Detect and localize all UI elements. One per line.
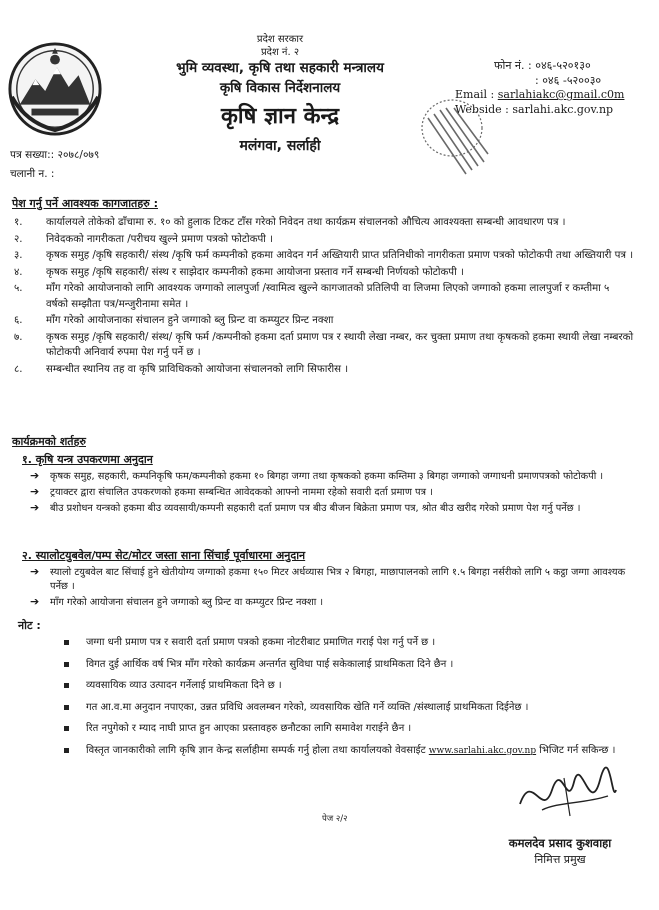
signature-icon: [512, 760, 622, 830]
email-link[interactable]: sarlahiakc@gmail.c0m: [497, 88, 625, 101]
header-ministry: भुमि व्यवस्था, कृषि तथा सहकारी मन्त्रालय: [176, 60, 384, 76]
list-item: ➔ कृषक समुह, सहकारी, कम्पनिकृषि फम/कम्पनीको हकमा १० बिगहा जग्गा तथा कृषकको हकमा कम्तिमा ३ बिगहा जग्गाको जग्गाधनी प्रमाणपत्रको फोटोकपी ।: [30, 469, 604, 482]
list-item: विगत दुई आर्थिक वर्ष भित्र माँग गरेको कार्यक्रम अन्तर्गत सुविधा पाई सकेकालाई प्राथमिकता दिने छैन ।: [64, 658, 634, 673]
email-label: Email :: [455, 88, 498, 101]
list-item: १. कार्यालयले तोकेको ढाँचामा रु. १० को हुलाक टिकट टाँस गरेको निवेदन तथा कार्यक्रम संचालनको औचित्य आवश्यक्ता सम्बन्धी आवधारण पत्र ।: [14, 217, 566, 228]
header-office: कृषि ज्ञान केन्द्र: [220, 104, 339, 129]
header-directorate: कृषि विकास निर्देशनालय: [219, 80, 341, 96]
signer-title: निमित्त प्रमुख: [534, 853, 586, 866]
nepal-emblem-icon: [6, 40, 104, 138]
list-item: ➔ स्यालो टयुबवेल बाट सिंचाई हुने खेतीयोग्य जग्गाको हकमा १५० मिटर अर्धव्यास भित्र २ बिगहा, माछापालनको लागि १.५ बिगहा नर्सरीको लागि ५ कट्ठा जग्गा आवश्यक पर्नेछ ।: [30, 565, 626, 592]
arrow-icon: ➔: [30, 595, 40, 608]
notes-heading: नोट :: [18, 619, 41, 632]
office-stamp-icon: [414, 88, 496, 188]
arrow-icon: ➔: [30, 469, 40, 482]
header-government: प्रदेश सरकार: [256, 34, 304, 45]
notes-list: [64, 636, 634, 765]
bullet-icon: [64, 662, 69, 667]
documents-heading: पेश गर्नु पर्ने आवश्यक कागजातहरु :: [12, 197, 158, 210]
section-2-list: [28, 566, 633, 612]
phone-2: : ०४६ -५२००३०: [535, 74, 602, 87]
section-2-title: २. स्यालोटयुबवेल/पम्प सेट/मोटर जस्ता साना सिंचाई पूर्वाधारमा अनुदान: [22, 549, 306, 562]
list-item: ३. कृषक समुह /कृषि सहकारी/ संस्थ /कृषि फर्म कम्पनीको हकमा आवेदन गर्न अख्तियारी प्राप्त प्रतिनिधीको नागरीकता प्रमाण पत्रको फोटोकपी तथा अख्तियारी पत्र ।: [14, 250, 634, 261]
signer-name: कमलदेव प्रसाद कुशवाहा: [508, 836, 612, 850]
list-item: २. निवेदकको नागरीकता /परीचय खुल्ने प्रमाण पत्रको फोटोकपी ।: [14, 233, 274, 245]
phone-1: फोन नं. : ०४६-५२०१३०: [494, 59, 591, 72]
bullet-icon: [64, 705, 69, 710]
dispatch-number: चलानी न. :: [10, 168, 55, 180]
website-line: Webside : sarlahi.akc.gov.np: [455, 103, 614, 116]
arrow-icon: ➔: [30, 485, 40, 498]
conditions-heading: कार्यक्रमको शर्तहरु: [12, 435, 86, 448]
arrow-icon: ➔: [30, 501, 40, 514]
bullet-icon: [64, 726, 69, 731]
arrow-icon: ➔: [30, 565, 40, 578]
list-item: ➔ माँग गरेको आयोजना संचालन हुने जग्गाको ब्लु प्रिन्ट वा कम्प्युटर प्रिन्ट नक्शा ।: [30, 595, 324, 608]
header-province: प्रदेश नं. २: [260, 47, 300, 58]
bullet-icon: [64, 683, 69, 688]
list-item: गत आ.व.मा अनुदान नपाएका, उन्नत प्रविधि अवलम्बन गरेको, व्यवसायिक खेति गर्ने व्यक्ति /संस्थालाई प्राथमिकता दिईनेछ ।: [64, 701, 634, 716]
list-item: व्यवसायिक व्याउ उत्पादन गर्नेलाई प्राथमिकता दिने छ ।: [64, 679, 634, 694]
list-item: ८. सम्बन्धीत स्थानिय तह वा कृषि प्राविधिकको आयोजना संचालनको लागि सिफारीस ।: [14, 363, 349, 375]
list-item: रित नपुगेको र म्याद नाघी प्राप्त हुन आएका प्रस्तावहरु छनौटका लागि समावेश गराईने छैन ।: [64, 722, 634, 737]
bullet-icon: [64, 748, 69, 753]
list-item: ४. कृषक समुह /कृषि सहकारी/ संस्थ र साझेदार कम्पनीको हकमा आयोजना प्रस्ताव गर्ने सम्बन्धी निर्णयको फोटोकपी ।: [14, 266, 464, 278]
list-item: विस्तृत जानकारीको लागि कृषि ज्ञान केन्द्र सर्लाहीमा सम्पर्क गर्नु होला तथा कार्यालयको वेवसाईट www.sarlahi.akc.gov.np भिजिट गर्न सकिन्छ ।: [64, 744, 634, 759]
section-1-list: [28, 470, 633, 518]
list-item: जग्गा धनी प्रमाण पत्र र सवारी दर्ता प्रमाण पत्रको हकमा नोटरीबाट प्रमाणित गराई पेश गर्नु पर्ने छ ।: [64, 636, 634, 651]
page-number: पेज २/२: [322, 814, 348, 824]
list-item: ➔ बीउ प्रशोधन यन्त्रको हकमा बीउ व्यवसायी/कम्पनी सहकारी दर्ता प्रमाण पत्र बीउ बीजन बिक्रेता प्रमाण पत्र, श्रोत बीउ खरीद गरेको प्रमाण पेश गर्नु पर्नेछ ।: [30, 501, 581, 514]
header-location: मलंगवा, सर्लाही: [239, 138, 321, 154]
list-item: ७. कृषक समुह /कृषि सहकारी/ संस्थ/ कृषि फर्म /कम्पनीको हकमा दर्ता प्रमाण पत्र र स्थायी लेखा नम्बर, कर चुक्ता प्रमाण तथा कृषकको हकमा स्थायी लेखा नम्बरको फोटोकपी अनिवार्य रुपमा पेश गर्नु पर्ने छ ।: [14, 331, 634, 358]
letter-reference: पत्र सख्या:: २०७८/०७९: [10, 149, 100, 161]
documents-list: [14, 215, 634, 378]
list-item: ५. माँग गरेको आयोजनाको लागि आवश्यक जग्गाको लालपुर्जा /स्वामित्व खुल्ने कागजातको प्रतिलिपी वा लिजमा लिएको जग्गाको हकमा लालपुर्जा र कम्तीमा ५ वर्षको सम्झौता पत्र/मन्जुरीनामा समेत ।: [14, 283, 610, 310]
section-1-title: १. कृषि यन्त्र उपकरणमा अनुदान: [22, 453, 153, 466]
bullet-icon: [64, 640, 69, 645]
list-item: ➔ ट्रयाक्टर द्वारा संचालित उपकरणको हकमा सम्बन्धित आवेदकको आफ्नो नाममा रहेको सवारी दर्ता प्रमाण पत्र ।: [30, 485, 433, 498]
list-item: ६. माँग गरेको आयोजनाका संचालन हुने जग्गाको ब्लु प्रिन्ट वा कम्प्युटर प्रिन्ट नक्शा: [14, 315, 334, 326]
website-link[interactable]: www.sarlahi.akc.gov.np: [428, 745, 537, 756]
